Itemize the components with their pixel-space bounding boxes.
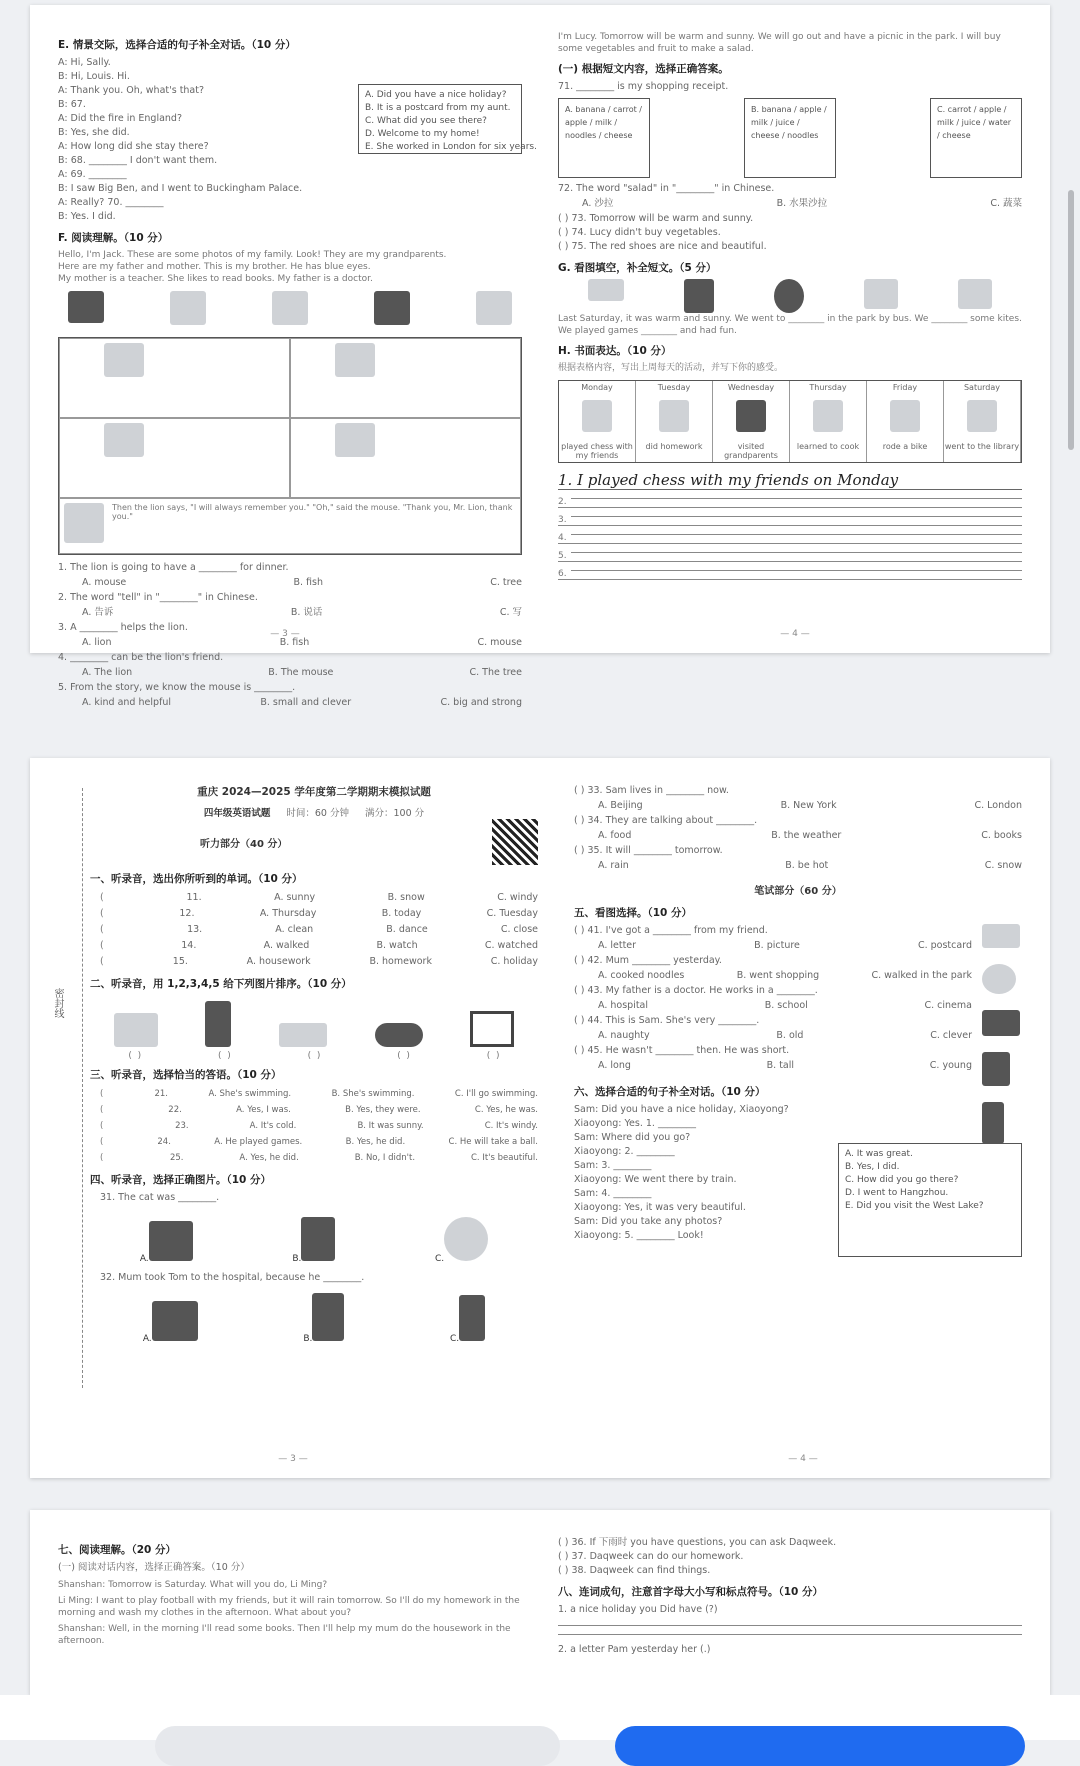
section-title: 一、听录音，选出你所听到的单词。（10 分）	[90, 873, 303, 885]
question: 31. The cat was ________.	[100, 1192, 220, 1203]
story-comic-grid	[58, 337, 522, 555]
section-title: F. 阅读理解。（10 分）	[58, 232, 169, 244]
question: ( ) 34. They are talking about ________.	[574, 815, 758, 826]
day-activity: visited grandparents	[713, 440, 790, 462]
option-c[interactable]: C. It's beautiful.	[470, 1153, 538, 1163]
option-c[interactable]: C. London	[974, 800, 1022, 811]
reading-paragraph: My mother is a teacher. She likes to read books. My father is a doctor.	[58, 274, 373, 284]
question: ( ) 44. This is Sam. She's very ________.	[574, 1015, 760, 1026]
dialogue-line: Xiaoyong: 2. ________	[574, 1146, 675, 1157]
day-header: Saturday	[944, 381, 1021, 394]
reading-paragraph: Shanshan: Tomorrow is Saturday. What will you do, Li Ming?	[58, 1580, 328, 1590]
option: C. What did you see there?	[365, 116, 487, 126]
scramble-line: 2. a letter Pam yesterday her (.)	[558, 1644, 711, 1655]
sleeping-picture	[114, 1013, 158, 1047]
option-a[interactable]: A. rain	[598, 860, 629, 871]
bus-picture	[588, 279, 624, 301]
picture	[958, 279, 992, 309]
option-a[interactable]: A. food	[598, 830, 632, 841]
dialogue-line: A: Did the fire in England?	[58, 113, 183, 124]
option: C. How did you go there?	[845, 1175, 959, 1185]
ordering-pictures	[90, 995, 538, 1047]
week-table	[558, 380, 1022, 463]
page-number: — 3 —	[278, 1454, 308, 1464]
picture	[170, 291, 206, 325]
dialogue-line: Sam: 4. ________	[574, 1188, 652, 1199]
page1-left-column	[30, 5, 540, 708]
dialogue-line: Sam: 3. ________	[574, 1160, 652, 1171]
option-b[interactable]: B. be hot	[785, 860, 829, 871]
option-c[interactable]: C. young	[929, 1060, 972, 1071]
story-caption: Then the lion says, "I will always remember you." "Oh," said the mouse. "Thank you, Mr. Lion, thank you."	[112, 503, 513, 521]
question: ( ) 33. Sam lives in ________ now.	[574, 785, 729, 796]
option-a[interactable]: A. hospital	[598, 1000, 649, 1011]
option-b[interactable]: B. old	[776, 1030, 804, 1041]
header-time: 时间：60 分钟	[286, 808, 349, 819]
option-c[interactable]: C. Tuesday	[486, 908, 538, 919]
question: ( ) 42. Mum ________ yesterday.	[574, 955, 722, 966]
section-title: 二、听录音，用 1,2,3,4,5 给下列图片排序。（10 分）	[90, 978, 352, 990]
item-number: 15.	[172, 956, 188, 967]
boy-picture[interactable]	[152, 1301, 198, 1341]
section-title: 七、阅读理解。（20 分）	[58, 1544, 177, 1556]
day-picture	[559, 394, 636, 440]
day-activity: learned to cook	[790, 440, 867, 462]
girl-picture	[982, 1052, 1010, 1086]
option-b[interactable]: B. small and clever	[260, 697, 352, 708]
judge-line: ( ) 74. Lucy didn't buy vegetables.	[558, 227, 721, 238]
option-a[interactable]: A. housework	[246, 956, 311, 967]
option-b[interactable]: B. picture	[754, 940, 800, 951]
question: 4. ________ can be the lion's friend.	[58, 652, 224, 663]
header-subtitle: 四年级英语试题	[203, 808, 271, 819]
option-letter: B.	[292, 1254, 302, 1264]
computer-picture	[470, 1011, 514, 1047]
section-title: 三、听录音，选择恰当的答语。（10 分）	[90, 1069, 282, 1081]
boy-picture[interactable]	[312, 1293, 344, 1341]
dialogue-line: B: 67.	[58, 99, 86, 110]
section-title: 六、选择合适的句子补全对话。（10 分）	[574, 1086, 766, 1098]
judge-line: ( ) 36. If 下雨时 you have questions, you can ask Daqweek.	[558, 1537, 837, 1548]
item-number: 22.	[168, 1105, 182, 1115]
day-header: Tuesday	[636, 381, 713, 394]
header-title: 重庆 2024—2025 学年度第二学期期末模拟试题	[197, 786, 431, 798]
option-a[interactable]: A. 沙拉	[582, 198, 614, 209]
dialogue-line: B: Hi, Louis. Hi.	[58, 71, 130, 82]
receipt[interactable]: C. carrot / apple / milk / juice / water / cheese	[930, 98, 1022, 178]
option-c[interactable]: C. It's windy.	[484, 1121, 538, 1131]
option-b[interactable]: B. No, I didn't.	[354, 1153, 416, 1163]
option-a[interactable]: A. clean	[275, 924, 314, 935]
dialogue-line: Xiaoyong: 5. ________ Look!	[574, 1230, 704, 1241]
option: B. Yes, I did.	[845, 1162, 900, 1172]
cat-picture[interactable]	[301, 1217, 335, 1261]
question: 2. The word "tell" in "________" in Chinese.	[58, 592, 258, 603]
dialogue-line: A: Hi, Sally.	[58, 57, 111, 68]
section-title: E. 情景交际，选择合适的句子补全对话。（10 分）	[58, 39, 296, 51]
cloud-picture	[375, 1023, 423, 1047]
dialogue-line: A: How long did she stay there?	[58, 141, 209, 152]
section-title: 八、连词成句，注意首字母大小写和标点符号。（10 分）	[558, 1586, 824, 1598]
option-b[interactable]: B. Yes, he did.	[345, 1137, 406, 1147]
day-header: Monday	[559, 381, 636, 394]
line-number: 4.	[558, 533, 571, 543]
phone-picture	[205, 1001, 231, 1047]
picture	[864, 279, 898, 309]
receipt[interactable]: A. banana / carrot / apple / milk / noodles / cheese	[558, 98, 650, 178]
option-c[interactable]: C. big and strong	[440, 697, 522, 708]
page1-right-column	[540, 5, 1050, 653]
page2-left-column: 重庆 2024—2025 学年度第二学期期末模拟试题 四年级英语试题 时间：60 分钟 满分：100 分 听力部分（40 分） 一、听录音，选出你所听到的单词。（10 分） ( 11. A. sunny B. snow C. windy ( 12. A. Thursday B. today C. Tuesday ( 13. A. clean B. dance C. close ( 14. A. walked B. watch C. watched ( 15. A. housework B. homework C. holiday 二、听录音，用 1,2,3,4,5 给下列图片排序。（10 分） ( ) ( ) ( ) ( ) ( ) 三、听录音，选择恰当的答语。（10 分） ( 21. A. She's swimming. B. She's swimming. C. I'll go swimming. ( 22. A. Yes, I was. B. Yes, they were. C. Yes, he was. ( 23. A. It's cold. B. It was sunny. C. It's windy. ( 24. A. He played games. B. Yes, he did. C. He will take a ball. ( 25. A. Yes, he did. B. No, I didn't. C. It's beautiful. 四、听录音，选择正确图片。（10 分） 31. The cat was ________. A. B. C. 32. Mum took Tom to the hospital, because he ________. A. B. C. — 3 —	[30, 758, 556, 1478]
option-b[interactable]: B. fish	[279, 637, 310, 648]
item-number: 13.	[187, 924, 203, 935]
listening-questions	[574, 784, 1022, 874]
line-number: 5.	[558, 551, 571, 561]
judge-line: ( ) 38. Daqweek can find things.	[558, 1565, 711, 1576]
option-c[interactable]: C. watched	[484, 940, 538, 951]
dialogue-line: Xiaoyong: Yes, it was very beautiful.	[574, 1202, 746, 1213]
day-activity: played chess with my friends	[559, 440, 636, 462]
option-a[interactable]: A. She's swimming.	[208, 1089, 292, 1099]
section-title: 四、听录音，选择正确图片。（10 分）	[90, 1174, 272, 1186]
option-b[interactable]: B. went shopping	[736, 970, 820, 981]
item-number: 23.	[175, 1121, 189, 1131]
option-a[interactable]: A. naughty	[598, 1030, 650, 1041]
option-c[interactable]: C. postcard	[917, 940, 972, 951]
scramble-line: 1. a nice holiday you Did have (?)	[558, 1604, 718, 1615]
receipt[interactable]: B. banana / apple / milk / juice / cheese / noodles	[744, 98, 836, 178]
question: 1. The lion is going to have a ________ for dinner.	[58, 562, 289, 573]
option-b[interactable]: B. New York	[780, 800, 837, 811]
picture-options	[90, 1205, 538, 1265]
option-a[interactable]: A. mouse	[82, 577, 127, 588]
option-c[interactable]: C. walked in the park	[871, 970, 972, 981]
picture-row	[58, 285, 522, 331]
option-letter: C.	[435, 1254, 445, 1264]
option-c[interactable]: C. I'll go swimming.	[454, 1089, 538, 1099]
question: 3. A ________ helps the lion.	[58, 622, 188, 633]
option-a[interactable]: A. Yes, he did.	[239, 1153, 299, 1163]
dialogue-line: Sam: Where did you go?	[574, 1132, 691, 1143]
option-b[interactable]: B. dance	[386, 924, 428, 935]
writing-title: 笔试部分（60 分）	[754, 886, 842, 897]
dialogue-line: Xiaoyong: Yes. 1. ________	[574, 1118, 696, 1129]
option-c[interactable]: C. holiday	[490, 956, 538, 967]
picture	[68, 291, 104, 323]
handwritten-answer: 1. I played chess with my friends on Monday	[558, 471, 1022, 490]
response-list: ( 21. A. She's swimming. B. She's swimming. C. I'll go swimming. ( 22. A. Yes, I was. B. Yes, they were. C. Yes, he was. ( 23. A. It's cold. B. It was sunny. C. It's windy. ( 24. A. He played games. B. Yes, he did. C. He will take a ball. ( 25. A. Yes, he did. B. No, I didn't. C. It's beautiful.	[90, 1086, 538, 1166]
option-c[interactable]: C. snow	[984, 860, 1022, 871]
primary-action-button[interactable]	[615, 1726, 1025, 1766]
option-letter: C.	[450, 1334, 460, 1344]
section-title: H. 书面表达。（10 分）	[558, 345, 672, 357]
option-c[interactable]: C. mouse	[477, 637, 522, 648]
option: A. Did you have a nice holiday?	[365, 90, 507, 100]
comic-panel	[290, 418, 521, 498]
picture	[684, 279, 714, 313]
item-number: 24.	[157, 1137, 171, 1147]
question: 72. The word "salad" in "________" in Chinese.	[558, 183, 775, 194]
page3-left-column	[30, 1510, 540, 1695]
day-header: Wednesday	[713, 381, 790, 394]
item-number: 25.	[169, 1153, 184, 1163]
qr-code-icon[interactable]	[492, 819, 538, 865]
dialogue-line: B: I saw Big Ben, and I went to Buckingham Palace.	[58, 183, 303, 194]
option-b[interactable]: B. homework	[369, 956, 432, 967]
secondary-action-button[interactable]	[155, 1726, 560, 1766]
question: ( ) 41. I've got a ________ from my friend.	[574, 925, 768, 936]
cat-picture[interactable]	[444, 1217, 488, 1261]
option-b[interactable]: B. fish	[293, 577, 323, 588]
dialogue-line: A: 69. ________	[58, 169, 127, 180]
option-a[interactable]: A. It's cold.	[249, 1121, 297, 1131]
option-a[interactable]: A. lion	[82, 637, 112, 648]
option: D. Welcome to my home!	[365, 129, 480, 139]
option-c[interactable]: C. cinema	[924, 1000, 972, 1011]
option-c[interactable]: C. 蔬菜	[990, 198, 1022, 209]
option-b[interactable]: B. watch	[376, 940, 418, 951]
option: D. I went to Hangzhou.	[845, 1188, 949, 1198]
day-activity: went to the library	[944, 440, 1021, 462]
side-pictures	[982, 924, 1022, 1144]
dialogue-line: B: 68. ________ I don't want them.	[58, 155, 218, 166]
option-letter: B.	[303, 1334, 313, 1344]
option-b[interactable]: B. the weather	[771, 830, 842, 841]
option-a[interactable]: A. The lion	[82, 667, 133, 678]
subsection-title: (一) 阅读对话内容，选择正确答案。（10 分）	[58, 1562, 250, 1573]
day-activity: did homework	[636, 440, 713, 462]
option-a[interactable]: A. Thursday	[259, 908, 317, 919]
picture-row	[558, 279, 1022, 313]
option-letter: A.	[142, 1334, 152, 1344]
option-a[interactable]: A. long	[598, 1060, 631, 1071]
dialogue-line: A: Really? 70. ________	[58, 197, 164, 208]
dialogue-options-box	[838, 1143, 1022, 1257]
writing-lines[interactable]	[558, 1625, 1022, 1635]
picture	[374, 291, 410, 325]
day-picture	[790, 394, 867, 440]
picture-options	[90, 1285, 538, 1345]
item-number: 12.	[179, 908, 195, 919]
day-picture	[867, 394, 944, 440]
option-a[interactable]: A. Beijing	[598, 800, 643, 811]
worksheet-page-3	[30, 1510, 1050, 1695]
page-number: — 4 —	[780, 629, 810, 639]
option: E. She worked in London for six years.	[365, 142, 537, 152]
option-a[interactable]: A. He played games.	[214, 1137, 303, 1147]
option-c[interactable]: C. windy	[497, 892, 538, 903]
hospital-picture	[982, 1010, 1020, 1036]
question: 32. Mum took Tom to the hospital, because he ________.	[100, 1272, 365, 1283]
comic-panel	[290, 338, 521, 418]
option-b[interactable]: B. tall	[766, 1060, 795, 1071]
worksheet-page-2	[30, 758, 1050, 1478]
option-a[interactable]: A. letter	[598, 940, 637, 951]
cat-picture[interactable]	[149, 1221, 193, 1261]
item-number: 14.	[181, 940, 197, 951]
plane-picture	[279, 1023, 327, 1047]
option-b[interactable]: B. 说话	[290, 607, 323, 618]
option-c[interactable]: C. tree	[490, 577, 522, 588]
worksheet-page-1	[30, 5, 1050, 708]
boy-picture[interactable]	[459, 1295, 485, 1341]
option-a[interactable]: A. walked	[263, 940, 310, 951]
reading-paragraph: Here are my father and mother. This is my brother. He has blue eyes.	[58, 262, 371, 272]
header-score: 满分：100 分	[364, 808, 425, 819]
question: ( ) 43. My father is a doctor. He works in a ________.	[574, 985, 818, 996]
question: 5. From the story, we know the mouse is ________.	[58, 682, 296, 693]
item-number: 11.	[186, 892, 202, 903]
reading-paragraph: Hello, I'm Jack. These are some photos of my family. Look! They are my grandparents.	[58, 250, 447, 260]
judge-line: ( ) 75. The red shoes are nice and beautiful.	[558, 241, 767, 252]
section-title: 五、看图选择。（10 分）	[574, 907, 693, 919]
option-b[interactable]: B. school	[764, 1000, 808, 1011]
section-title: G. 看图填空，补全短文。（5 分）	[558, 262, 717, 274]
noodles-picture	[982, 964, 1016, 994]
option-b[interactable]: B. today	[381, 908, 422, 919]
writing-lines[interactable]	[558, 498, 1022, 580]
picture	[272, 291, 308, 325]
page2-right-column	[556, 758, 1050, 1478]
line-number: 6.	[558, 569, 571, 579]
option-b[interactable]: B. The mouse	[268, 667, 334, 678]
option-c[interactable]: C. clever	[930, 1030, 972, 1041]
option-letter: A.	[139, 1254, 149, 1264]
judge-line: ( ) 37. Daqweek can do our homework.	[558, 1551, 744, 1562]
instruction: 根据表格内容，写出上周每天的活动，并写下你的感受。	[558, 363, 784, 373]
option-a[interactable]: A. Yes, I was.	[236, 1105, 291, 1115]
day-picture	[944, 394, 1021, 440]
boy-picture	[982, 1102, 1004, 1144]
dialogue-line: A: Thank you. Oh, what's that?	[58, 85, 205, 96]
day-activity: rode a bike	[867, 440, 944, 462]
option-a[interactable]: A. cooked noodles	[598, 970, 685, 981]
word-choice-list: ( 11. A. sunny B. snow C. windy ( 12. A. Thursday B. today C. Tuesday ( 13. A. clean B. dance C. close ( 14. A. walked B. watch C. watched ( 15. A. housework B. homework C. holiday	[90, 890, 538, 970]
tree-picture	[774, 279, 804, 313]
option-b[interactable]: B. Yes, they were.	[345, 1105, 421, 1115]
listening-title: 听力部分（40 分）	[200, 838, 288, 850]
option: E. Did you visit the West Lake?	[845, 1201, 984, 1211]
option-c[interactable]: C. Yes, he was.	[474, 1105, 538, 1115]
dialogue-line: Sam: Did you have a nice holiday, Xiaoyong?	[574, 1104, 789, 1115]
fill-paragraph: Last Saturday, it was warm and sunny. We went to ________ in the park by bus. We ________ some kites. We played games ________ and had fun.	[558, 314, 1022, 336]
item-number: 21.	[154, 1089, 168, 1099]
option-c[interactable]: C. He will take a ball.	[448, 1137, 538, 1147]
options-box	[358, 84, 537, 154]
day-picture	[713, 394, 790, 440]
comic-panel	[59, 338, 290, 418]
option-c[interactable]: C. 写	[499, 607, 522, 618]
scrollbar[interactable]	[1068, 190, 1074, 450]
day-picture	[636, 394, 713, 440]
option: B. It is a postcard from my aunt.	[365, 103, 511, 113]
reading-paragraph: Shanshan: Well, in the morning I'll read some books. Then I'll help my mum do the housework in the afternoon.	[58, 1624, 511, 1646]
postcard-picture	[982, 924, 1020, 948]
line-number: 2.	[558, 497, 571, 507]
dialogue-line: Xiaoyong: We went there by train.	[574, 1174, 737, 1185]
option-b[interactable]: B. 水果沙拉	[776, 198, 828, 209]
dialogue-line: B: Yes. I did.	[58, 211, 116, 222]
page-number: — 4 —	[788, 1454, 818, 1464]
option-b[interactable]: B. It was sunny.	[357, 1121, 424, 1131]
option-c[interactable]: C. books	[981, 830, 1022, 841]
question: ( ) 45. He wasn't ________ then. He was short.	[574, 1045, 790, 1056]
question: 71. ________ is my shopping receipt.	[558, 81, 729, 92]
option: A. It was great.	[845, 1149, 913, 1159]
dialogue-line: B: Yes, she did.	[58, 127, 130, 138]
option-a[interactable]: A. sunny	[274, 892, 316, 903]
comic-panel-wide	[59, 498, 521, 554]
option-a[interactable]: A. kind and helpful	[82, 697, 172, 708]
option-c[interactable]: C. The tree	[469, 667, 522, 678]
picture	[476, 291, 512, 325]
option-c[interactable]: C. close	[500, 924, 538, 935]
comic-panel	[59, 418, 290, 498]
section-title: (一) 根据短文内容，选择正确答案。	[558, 63, 729, 75]
question: ( ) 35. It will ________ tomorrow.	[574, 845, 723, 856]
judge-line: ( ) 73. Tomorrow will be warm and sunny.	[558, 213, 754, 224]
side-label: 密封线	[52, 988, 63, 1018]
day-header: Thursday	[790, 381, 867, 394]
reading-paragraph: I'm Lucy. Tomorrow will be warm and sunny. We will go out and have a picnic in the park. I will buy some vegetables and fruit to make a salad.	[558, 32, 1001, 54]
receipt-row	[558, 98, 1022, 178]
dialogue-line: Sam: Did you take any photos?	[574, 1216, 723, 1227]
page-number: — 3 —	[270, 629, 300, 639]
option-a[interactable]: A. 告诉	[82, 607, 114, 618]
day-header: Friday	[867, 381, 944, 394]
reading-paragraph: Li Ming: I want to play football with my friends, but it will rain tomorrow. So I'll do my homework in the morning and wash my clothes in the afternoon. What about you?	[58, 1596, 520, 1618]
option-b[interactable]: B. snow	[387, 892, 425, 903]
line-number: 3.	[558, 515, 571, 525]
picture-choice-list	[574, 924, 1022, 1074]
option-b[interactable]: B. She's swimming.	[331, 1089, 415, 1099]
page3-right-column	[540, 1510, 1050, 1695]
